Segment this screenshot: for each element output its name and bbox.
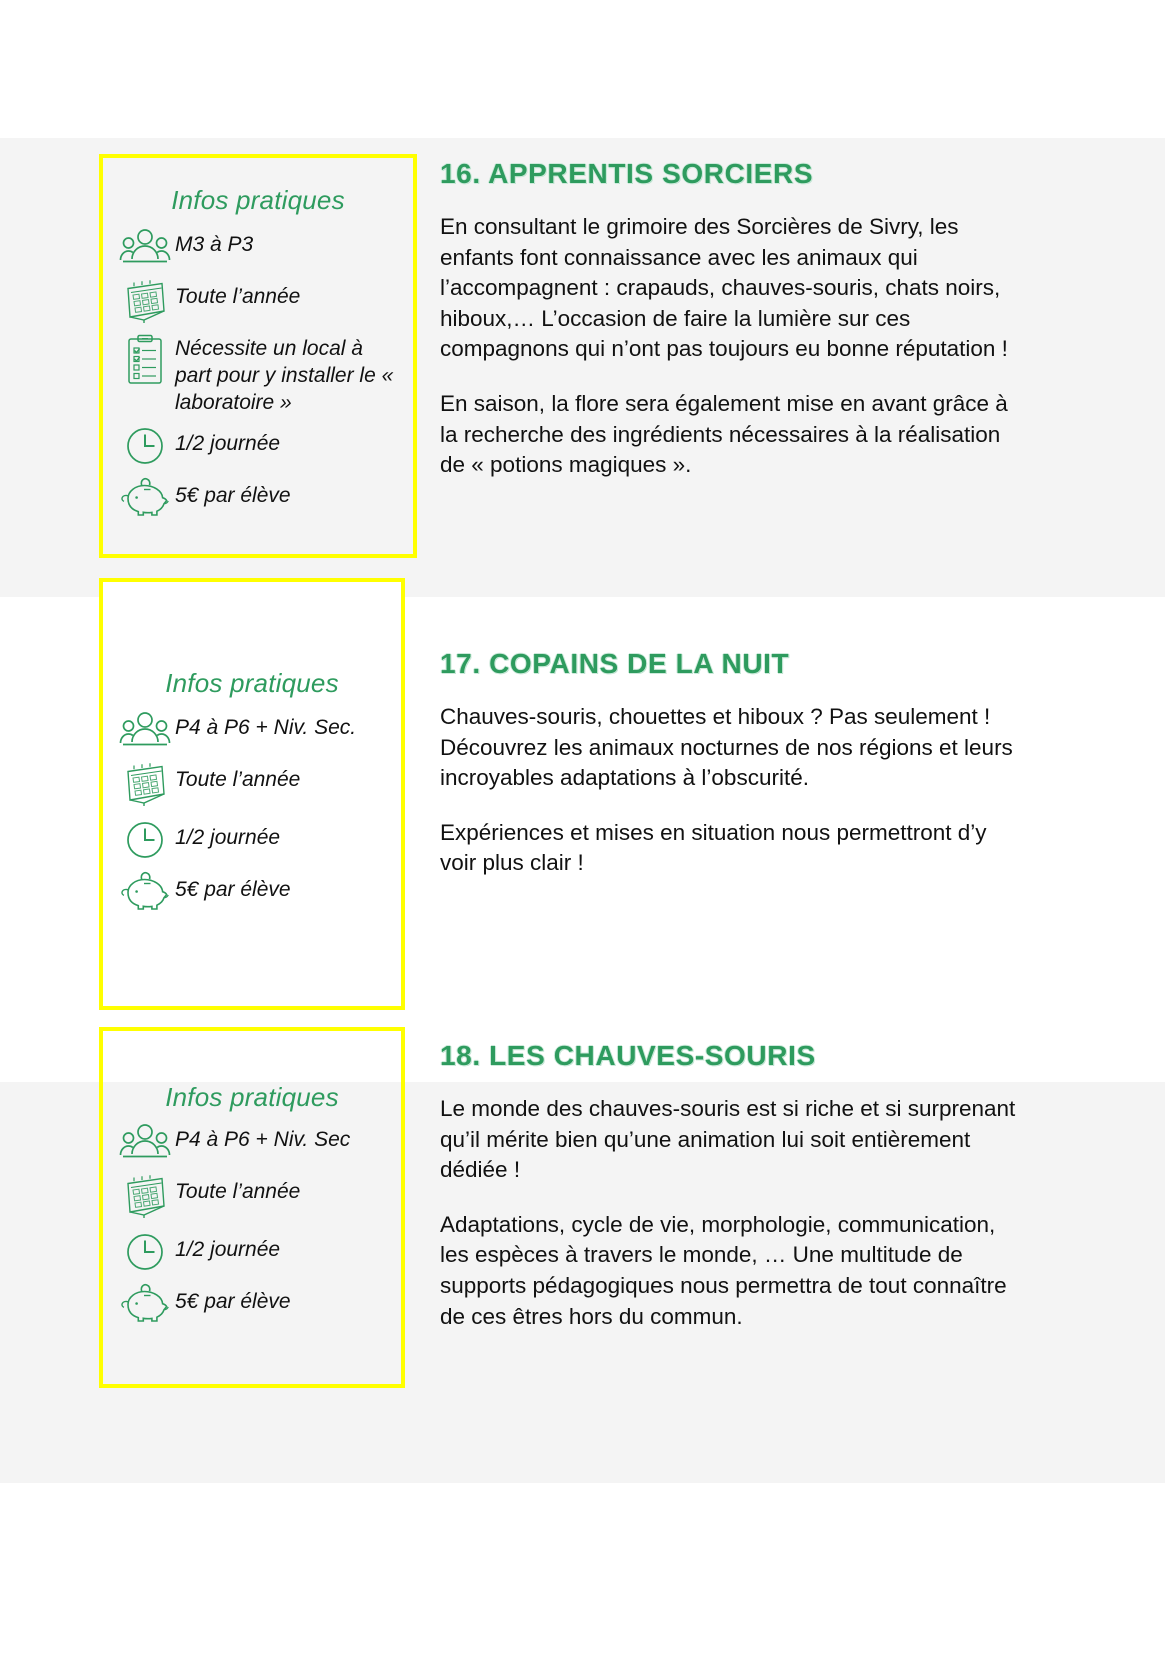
section-paragraph: Adaptations, cycle de vie, morphologie, communication, les espèces à travers le monde, … Une multitude de supports pédagogiques nous permettra de tout connaître de ces êtres hors du commun.: [440, 1211, 1007, 1329]
info-box-section-1: [99, 154, 417, 558]
info-row-label: 1/2 journée: [175, 1238, 281, 1261]
info-row: [117, 869, 387, 915]
info-row: [117, 759, 387, 811]
info-row-label: 5€ par élève: [175, 1290, 291, 1313]
info-row-label: 1/2 journée: [175, 825, 281, 849]
section-title: 17. COPAINS DE LA NUIT: [440, 648, 790, 679]
section-paragraph: Expériences et mises en situation nous permettront d’y voir plus clair !: [440, 819, 987, 876]
section-content-1: [440, 158, 1015, 481]
info-row-label: 5€ par élève: [175, 483, 291, 507]
piggy-bank-icon: [117, 1281, 173, 1327]
info-row-label: 1/2 journée: [175, 431, 281, 455]
info-row: [117, 423, 399, 469]
info-row-label: Toute l’année: [175, 285, 301, 309]
piggy-bank-icon: [117, 869, 173, 915]
clock-icon: [117, 423, 173, 469]
info-box-section-2: [99, 578, 405, 1010]
info-row: [117, 276, 399, 328]
infos-pratiques-heading: Infos pratiques: [171, 185, 345, 216]
calendar-icon: [117, 276, 173, 328]
info-box-section-3: [99, 1027, 405, 1388]
info-row: [117, 475, 399, 521]
clock-icon: [117, 817, 173, 863]
info-row: [117, 224, 399, 270]
section-content-3: [440, 1040, 1025, 1332]
info-row: [117, 1171, 387, 1223]
info-row-label: Toute l’année: [175, 1180, 301, 1203]
section-paragraph: Le monde des chauves-souris est si riche et si surprenant qu’il mérite bien qu’une animation lui soit entièrement dédiée !: [440, 1096, 1016, 1183]
info-row: [117, 334, 399, 417]
audience-group-icon: [117, 1119, 173, 1165]
clock-icon: [117, 1229, 173, 1275]
info-row-label: P4 à P6 + Niv. Sec: [175, 1128, 351, 1151]
info-row: [117, 707, 387, 753]
info-row-label: P4 à P6 + Niv. Sec.: [175, 715, 357, 739]
audience-group-icon: [117, 707, 173, 753]
info-row-label: Nécessite un local à part pour y installer le « laboratoire »: [175, 337, 394, 414]
audience-group-icon: [117, 224, 173, 270]
info-row: [117, 817, 387, 863]
calendar-icon: [117, 759, 173, 811]
section-paragraph: En consultant le grimoire des Sorcières de Sivry, les enfants font connaissance avec les animaux qui l’accompagnent : crapauds, chauves-souris, chats noirs, hiboux,… L’occasion de faire la lumière sur ces compagnons qui n’ont pas toujours eu bonne réputation !: [440, 214, 1008, 362]
info-row-label: M3 à P3: [175, 233, 254, 257]
info-row-label: Toute l’année: [175, 767, 301, 791]
infos-pratiques-heading: Infos pratiques: [165, 1082, 339, 1112]
piggy-bank-icon: [117, 475, 173, 521]
info-row: [117, 1119, 387, 1165]
info-row-label: 5€ par élève: [175, 877, 291, 901]
clipboard-checklist-icon: [117, 334, 173, 386]
info-row: [117, 1281, 387, 1327]
section-title: 16. APPRENTIS SORCIERS: [440, 158, 814, 189]
infos-pratiques-heading: Infos pratiques: [165, 667, 339, 698]
info-row: [117, 1229, 387, 1275]
section-content-2: [440, 648, 1015, 879]
calendar-icon: [117, 1171, 173, 1223]
section-title: 18. LES CHAUVES-SOURIS: [440, 1040, 816, 1071]
section-paragraph: En saison, la flore sera également mise en avant grâce à la recherche des ingrédients nécessaires à la réalisation de « potions magiques ».: [440, 390, 1008, 478]
section-paragraph: Chauves-souris, chouettes et hiboux ? Pas seulement ! Découvrez les animaux nocturnes de nos régions et leurs incroyables adaptations à l’obscurité.: [440, 704, 1013, 791]
